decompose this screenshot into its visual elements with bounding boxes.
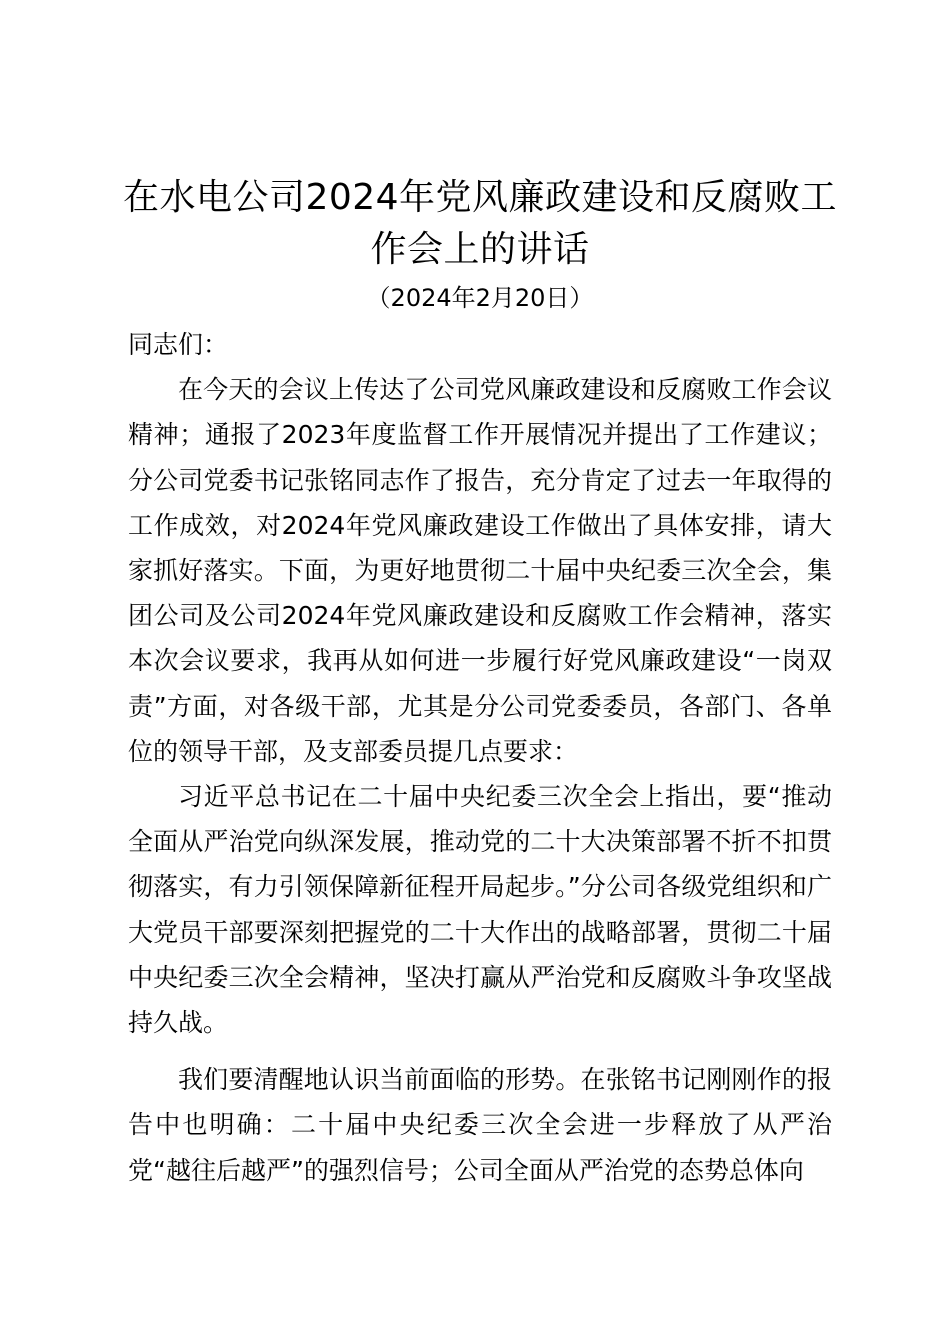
paragraph: 我们要清醒地认识当前面临的形势。在张铭书记刚刚作的报告中也明确：二十届中央纪委三次全会进一步释放了从严治党“越往后越严”的强烈信号；公司全面从严治党的态势总体向 xyxy=(128,1065,832,1185)
salutation: 同志们： xyxy=(128,330,229,359)
document-body xyxy=(128,322,832,1193)
paragraph: 在今天的会议上传达了公司党风廉政建设和反腐败工作会议精神；通报了2023年度监督工作开展情况并提出了工作建议；分公司党委书记张铭同志作了报告，充分肯定了过去一年取得的工作成效，对2024年党风廉政建设工作做出了具体安排，请大家抓好落实。下面，为更好地贯彻二十届中央纪委三次全会，集团公司及公司2024年党风廉政建设和反腐败工作会精神，落实本次会议要求，我再从如何进一步履行好党风廉政建设“一岗双责”方面，对各级干部，尤其是分公司党委委员，各部门、各单位的领导干部，及支部委员提几点要求： xyxy=(128,375,832,766)
paragraph: 习近平总书记在二十届中央纪委三次全会上指出，要“推动全面从严治党向纵深发展，推动党的二十大决策部署不折不扣贯彻落实，有力引领保障新征程开局起步。”分公司各级党组织和广大党员干部要深刻把握党的二十大作出的战略部署，贯彻二十届中央纪委三次全会精神，坚决打赢从严治党和反腐败斗争攻坚战持久战。 xyxy=(128,782,832,1038)
document-title: 在水电公司2024年党风廉政建设和反腐败工作会上的讲话 xyxy=(122,177,838,270)
speech-date: （2024年2月20日） xyxy=(366,284,594,312)
